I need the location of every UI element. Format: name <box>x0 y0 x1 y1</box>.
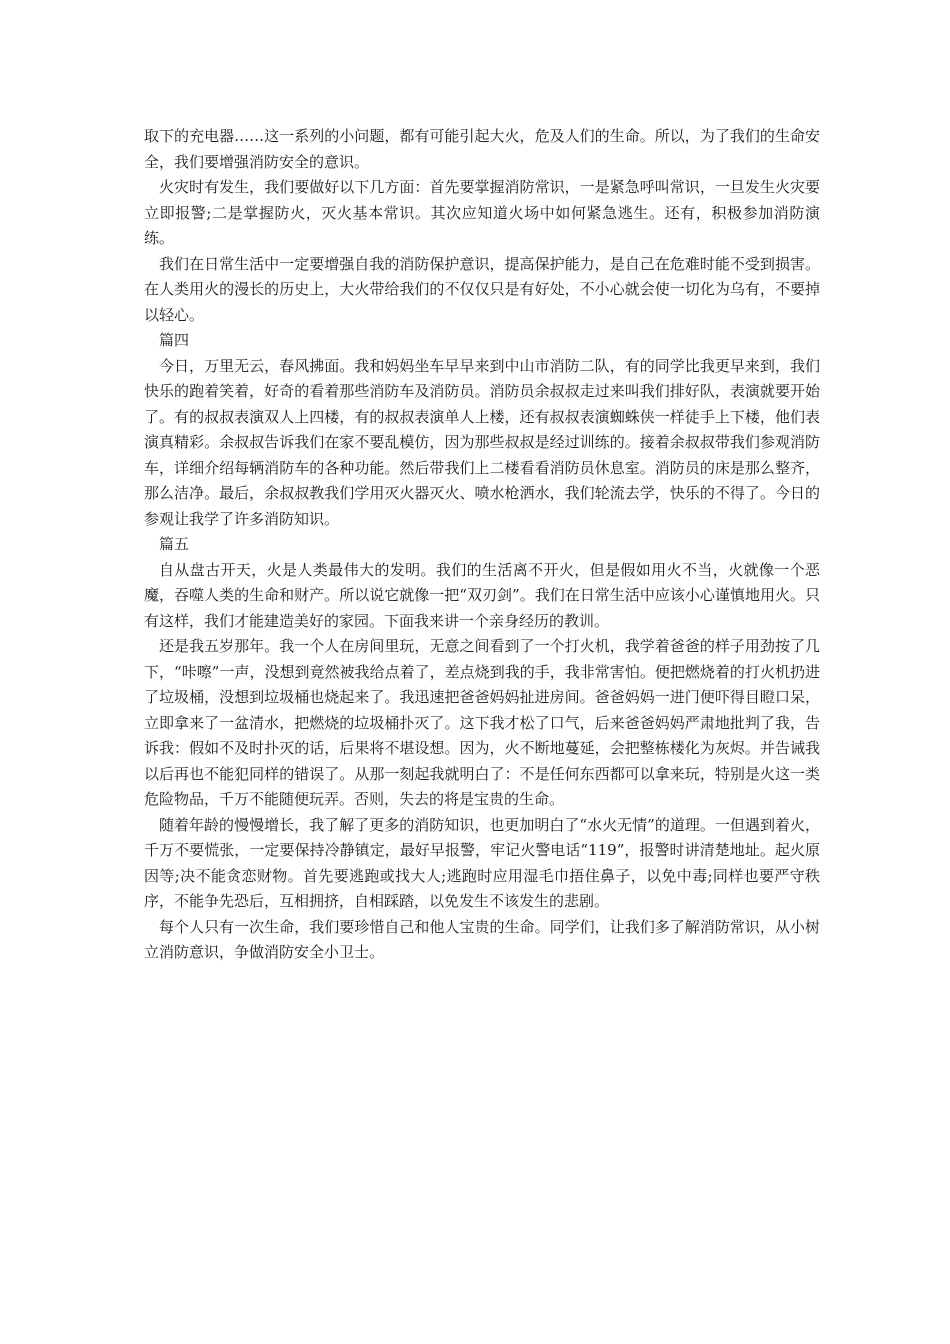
paragraph: 今日，万里无云，春风拂面。我和妈妈坐车早早来到中山市消防二队，有的同学比我更早来到，我们快乐的跑着笑着，好奇的看着那些消防车及消防员。消防员余叔叔走过来叫我们排好队，表演就要开始了。有的叔叔表演双人上四楼，有的叔叔表演单人上楼，还有叔叔表演蜘蛛侠一样徒手上下楼，他们表演真精彩。余叔叔告诉我们在家不要乱模仿，因为那些叔叔是经过训练的。接着余叔叔带我们参观消防车，详细介绍每辆消防车的各种功能。然后带我们上二楼看看消防员休息室。消防员的床是那么整齐，那么洁净。最后，余叔叔教我们学用灭火器灭火、喷水枪洒水，我们轮流去学，快乐的不得了。今日的参观让我学了许多消防知识。 <box>144 356 820 528</box>
paragraph: 取下的充电器……这一系列的小问题，都有可能引起大火，危及人们的生命。所以，为了我们的生命安全，我们要增强消防安全的意识。 <box>144 127 820 171</box>
paragraph: 自从盘古开天，火是人类最伟大的发明。我们的生活离不开火，但是假如用火不当，火就像一个恶魔，吞噬人类的生命和财产。所以说它就像一把“双刃剑”。我们在日常生活中应该小心谨慎地用火。只有这样，我们才能建造美好的家园。下面我来讲一个亲身经历的教训。 <box>144 560 820 630</box>
paragraph: 还是我五岁那年。我一个人在房间里玩，无意之间看到了一个打火机，我学着爸爸的样子用劲按了几下，“咔嚓”一声，没想到竟然被我给点着了，差点烧到我的手，我非常害怕。便把燃烧着的打火机扔进了垃圾桶，没想到垃圾桶也烧起来了。我迅速把爸爸妈妈扯进房间。爸爸妈妈一进门便吓得目瞪口呆，立即拿来了一盆清水，把燃烧的垃圾桶扑灭了。这下我才松了口气，后来爸爸妈妈严肃地批判了我，告诉我：假如不及时扑灭的话，后果将不堪设想。因为，火不断地蔓延，会把整栋楼化为灰烬。并告诫我以后再也不能犯同样的错误了。从那一刻起我就明白了：不是任何东西都可以拿来玩，特别是火这一类危险物品，千万不能随便玩弄。否则，失去的将是宝贵的生命。 <box>144 637 820 808</box>
section-heading: 篇五 <box>159 535 190 553</box>
paragraph: 随着年龄的慢慢增长，我了解了更多的消防知识，也更加明白了“水火无情”的道理。一但遇到着火，千万不要慌张，一定要保持冷静镇定，最好早报警，牢记火警电话“119”，报警时讲清楚地址。起火原因等;决不能贪恋财物。首先要逃跑或找大人;逃跑时应用湿毛巾捂住鼻子，以免中毒;同样也要严守秩序，不能争先恐后，互相拥挤，自相踩踏，以免发生不该发生的悲剧。 <box>144 815 820 910</box>
paragraph: 我们在日常生活中一定要增强自我的消防保护意识，提高保护能力，是自己在危难时能不受到损害。在人类用火的漫长的历史上，大火带给我们的不仅仅只是有好处，不小心就会使一切化为乌有，不要掉以轻心。 <box>144 254 820 324</box>
paragraph: 每个人只有一次生命，我们要珍惜自己和他人宝贵的生命。同学们，让我们多了解消防常识，从小树立消防意识，争做消防安全小卫士。 <box>144 917 820 961</box>
document-body <box>144 124 820 966</box>
section-heading: 篇四 <box>159 331 190 349</box>
paragraph: 火灾时有发生，我们要做好以下几方面：首先要掌握消防常识，一是紧急呼叫常识，一旦发生火灾要立即报警;二是掌握防火，灭火基本常识。其次应知道火场中如何紧急逃生。还有，积极参加消防演练。 <box>144 178 820 247</box>
